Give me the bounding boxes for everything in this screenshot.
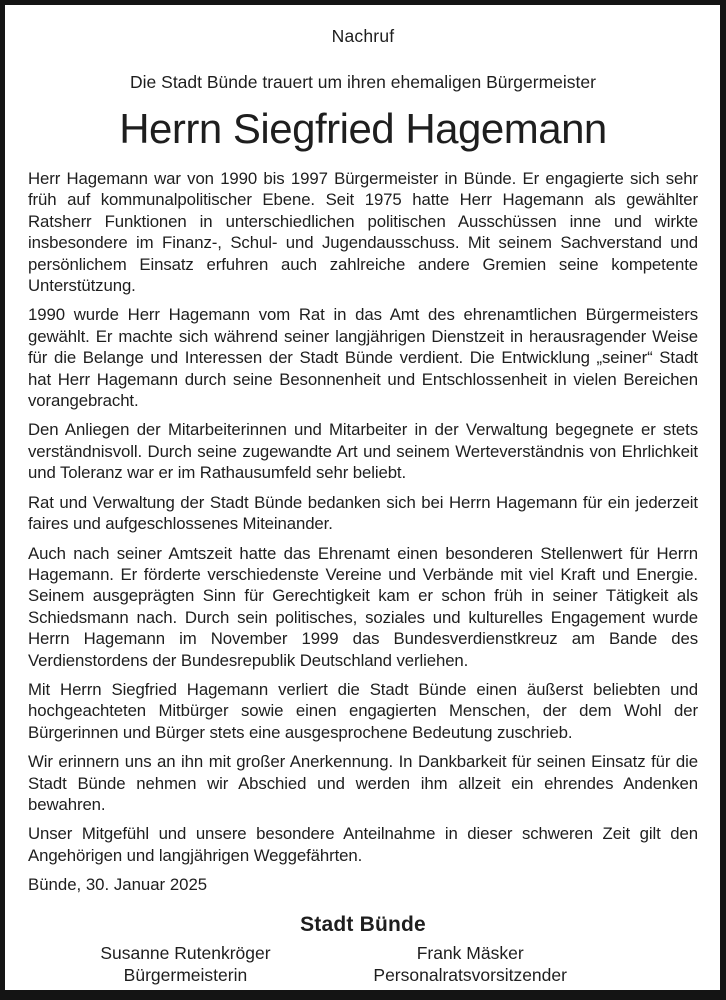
signature-block-staff-council [329,942,610,986]
obituary-paragraph: Herr Hagemann war von 1990 bis 1997 Bürgermeister in Bünde. Er engagierte sich sehr früh auf kommunalpolitischer Ebene. Seit 1975 hatte Herr Hagemann als gewählter Ratsherr Funktionen in unterschiedlichen politischen Ausschüssen inne und wirkte insbesondere im Finanz-, Schul- und Jugendausschuss. Mit seinem Sachverstand und persönlichem Einsatz erfuhren auch zahlreiche andere Gremien seine kompetente Unterstützung. [28,169,698,296]
signature-name: Frank Mäsker [416,942,524,963]
notice-intro-line: Die Stadt Bünde trauert um ihren ehemaligen Bürgermeister [130,72,596,92]
dateline: Bünde, 30. Januar 2025 [28,875,208,895]
obituary-paragraph: Wir erinnern uns an ihn mit großer Anerkennung. In Dankbarkeit für seinen Einsatz für die Stadt Bünde nehmen wir Abschied und werden ihm allzeit ein ehrendes Andenken bewahren. [28,752,698,814]
obituary-paragraph: Rat und Verwaltung der Stadt Bünde bedanken sich bei Herrn Hagemann für ein jederzeit faires und aufgeschlossenes Miteinander. [28,492,698,534]
obituary-paragraph: 1990 wurde Herr Hagemann vom Rat in das Amt des ehrenamtlichen Bürgermeisters gewählt. Er machte sich während seiner langjährigen Dienstzeit in herausragender Weise für die Belange und Interessen der Stadt Bünde verdient. Die Entwicklung „seiner“ Stadt hat Herr Hagemann durch seine Besonnenheit und Entschlossenheit in vielen Bereichen vorangebracht. [28,305,698,411]
signature-role: Personalratsvorsitzender [373,964,567,985]
signature-block-mayor [51,942,319,986]
deceased-name-title: Herrn Siegfried Hagemann [119,105,607,152]
obituary-paragraph: Unser Mitgefühl und unsere besondere Anteilnahme in dieser schweren Zeit gilt den Angehörigen und langjährigen Weggefährten. [28,824,698,865]
signature-role: Bürgermeisterin [123,964,248,985]
obituary-paragraph: Auch nach seiner Amtszeit hatte das Ehrenamt einen besonderen Stellenwert für Herrn Hagemann. Er förderte verschiedenste Vereine und Verbände mit viel Kraft und Energie. Seinem ausgeprägten Sinn für Gerechtigkeit kam er schon früh in seiner Tätigkeit als Schiedsmann nach. Durch sein politisches, soziales und kulturelles Engagement wurde Herrn Hagemann im November 1999 das Bundesverdienstkreuz am Bande des Verdienstordens der Bundesrepublik Deutschland verliehen. [28,543,698,670]
signature-row [28,942,698,986]
obituary-body [28,168,698,866]
obituary-paragraph: Den Anliegen der Mitarbeiterinnen und Mitarbeiter in der Verwaltung begegnete er stets verständnisvoll. Durch seine zugewandte Art und seinem Werteverständnis von Ehrlichkeit und Toleranz war er im Rathausumfeld sehr beliebt. [28,420,698,483]
obituary-paragraph: Mit Herrn Siegfried Hagemann verliert die Stadt Bünde einen äußerst beliebten und hochgeachteten Mitbürger sowie einen engagierten Menschen, der dem Wohl der Bürgerinnen und Bürger stets eine ausgesprochene Bedeutung zuschrieb. [28,679,698,742]
signature-name: Susanne Rutenkröger [100,942,271,963]
notice-kicker: Nachruf [331,26,395,46]
organization-name: Stadt Bünde [300,912,426,936]
